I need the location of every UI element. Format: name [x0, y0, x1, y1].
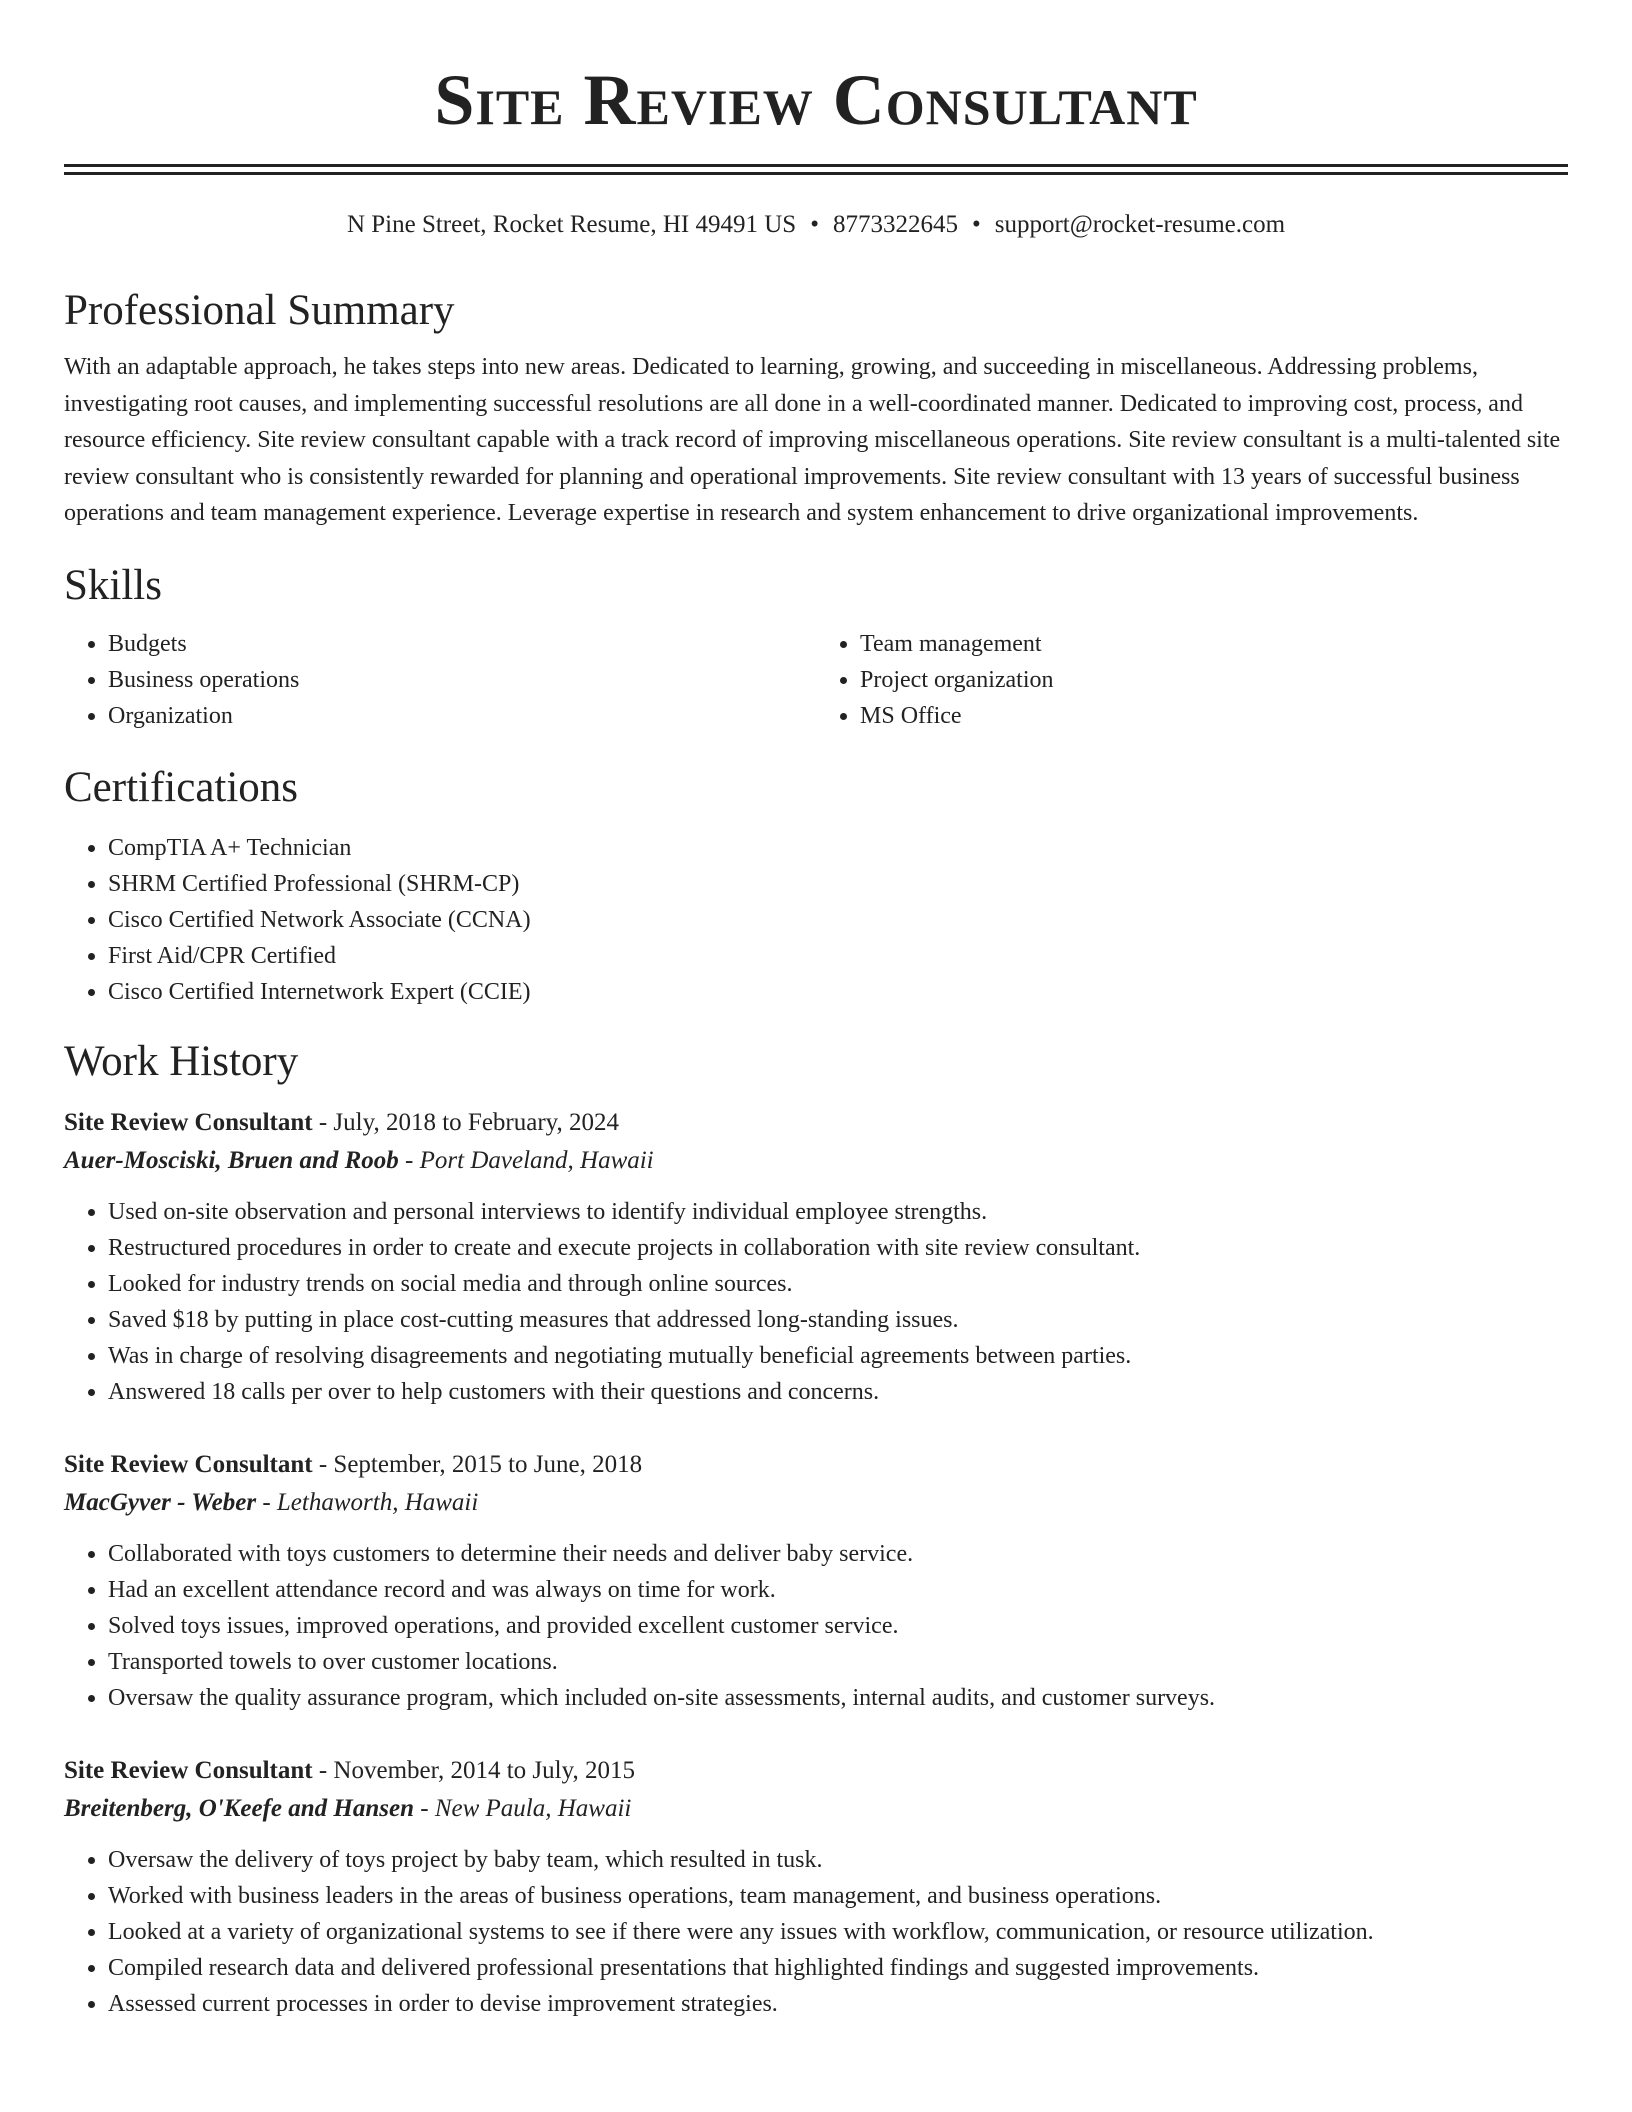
- skill-item: • Organization: [108, 698, 816, 734]
- job-bullets: [64, 1194, 1568, 1410]
- job-bullet: • Saved $18 by putting in place cost-cutting measures that addressed long-standing issues.: [108, 1302, 1568, 1338]
- skills-list-right: [816, 626, 1568, 734]
- job-dates: - September, 2015 to June, 2018: [312, 1450, 643, 1478]
- job-bullet: • Answered 18 calls per over to help customers with their questions and concerns.: [108, 1374, 1568, 1410]
- contact-address: N Pine Street, Rocket Resume, HI 49491 US: [346, 211, 797, 238]
- job-location: - Port Daveland, Hawaii: [398, 1146, 654, 1174]
- certifications-heading: Certifications: [64, 763, 299, 811]
- certifications-list: [64, 830, 1568, 1010]
- job-bullet: • Looked at a variety of organizational systems to see if there were any issues with workflow, communication, or resource utilization.: [108, 1914, 1568, 1950]
- title-divider: [64, 164, 1568, 175]
- job-bullet: • Had an excellent attendance record and was always on time for work.: [108, 1572, 1568, 1608]
- job-bullet: • Used on-site observation and personal interviews to identify individual employee strengths.: [108, 1194, 1568, 1230]
- contact-email[interactable]: support@rocket-resume.com: [994, 211, 1286, 238]
- summary-section: [64, 285, 1568, 532]
- job-location: - Lethaworth, Hawaii: [256, 1488, 479, 1516]
- certification-item: • First Aid/CPR Certified: [108, 938, 1568, 974]
- job-bullets: [64, 1536, 1568, 1716]
- contact-line: [64, 209, 1568, 241]
- job-title-line: [64, 1752, 1568, 1790]
- resume-title: Site Review Consultant: [434, 60, 1198, 140]
- skills-heading: Skills: [64, 561, 162, 609]
- work-history-heading: Work History: [64, 1037, 299, 1085]
- job-bullets: [64, 1842, 1568, 2022]
- job-location: - New Paula, Hawaii: [414, 1794, 632, 1822]
- job-bullet: • Transported towels to over customer locations.: [108, 1644, 1568, 1680]
- contact-phone: 8773322645: [832, 211, 958, 238]
- job-bullet: • Worked with business leaders in the areas of business operations, team management, and business operations.: [108, 1878, 1568, 1914]
- skill-item: • Budgets: [108, 626, 816, 662]
- job-bullet: • Oversaw the quality assurance program, which included on-site assessments, internal audits, and customer surveys.: [108, 1680, 1568, 1716]
- job-bullet: • Restructured procedures in order to create and execute projects in collaboration with site review consultant.: [108, 1230, 1568, 1266]
- job-role: Site Review Consultant: [64, 1450, 313, 1478]
- job-entry: [64, 1752, 1568, 2022]
- job-title-line: [64, 1104, 1568, 1142]
- certifications-section: [64, 762, 1568, 1010]
- job-bullet: • Collaborated with toys customers to determine their needs and deliver baby service.: [108, 1536, 1568, 1572]
- summary-text: With an adaptable approach, he takes steps into new areas. Dedicated to learning, growing, and succeeding in miscellaneous. Addressing problems, investigating root causes, and implementing successful resolutions are all done in a well-coordinated manner. Dedicated to improving cost, process, and resource efficiency. Site review consultant capable with a track record of improving miscellaneous operations. Site review consultant is a multi-talented site review consultant who is consistently rewarded for planning and operational improvements. Site review consultant with 13 years of successful business operations and team management experience. Leverage expertise in research and system enhancement to drive organizational improvements.: [64, 354, 1561, 526]
- certification-item: • SHRM Certified Professional (SHRM-CP): [108, 866, 1568, 902]
- job-company-line: [64, 1790, 1568, 1828]
- contact-separator: •: [971, 211, 981, 238]
- certification-item: • CompTIA A+ Technician: [108, 830, 1568, 866]
- skills-grid: [64, 626, 1568, 734]
- job-entry: [64, 1446, 1568, 1716]
- skill-item: • Business operations: [108, 662, 816, 698]
- job-bullet: • Was in charge of resolving disagreements and negotiating mutually beneficial agreements between parties.: [108, 1338, 1568, 1374]
- job-company: Breitenberg, O'Keefe and Hansen: [64, 1794, 414, 1822]
- job-company: Auer-Mosciski, Bruen and Roob: [64, 1146, 399, 1174]
- work-history-section: [64, 1036, 1568, 2022]
- job-entry: [64, 1104, 1568, 1410]
- certification-item: • Cisco Certified Internetwork Expert (CCIE): [108, 974, 1568, 1010]
- job-dates: - November, 2014 to July, 2015: [312, 1756, 635, 1784]
- skill-item: • Project organization: [860, 662, 1568, 698]
- job-bullet: • Solved toys issues, improved operations, and provided excellent customer service.: [108, 1608, 1568, 1644]
- skill-item: • MS Office: [860, 698, 1568, 734]
- job-company-line: [64, 1484, 1568, 1522]
- contact-separator: •: [810, 211, 819, 238]
- job-bullet: • Assessed current processes in order to devise improvement strategies.: [108, 1986, 1568, 2022]
- skills-list-left: [64, 626, 816, 734]
- job-dates: - July, 2018 to February, 2024: [312, 1108, 620, 1136]
- skill-item: • Team management: [860, 626, 1568, 662]
- skills-section: [64, 560, 1568, 734]
- job-title-line: [64, 1446, 1568, 1484]
- certification-item: • Cisco Certified Network Associate (CCNA): [108, 902, 1568, 938]
- job-bullet: • Oversaw the delivery of toys project by baby team, which resulted in tusk.: [108, 1842, 1568, 1878]
- job-company: MacGyver - Weber: [64, 1488, 257, 1516]
- job-bullet: • Looked for industry trends on social media and through online sources.: [108, 1266, 1568, 1302]
- job-bullet: • Compiled research data and delivered professional presentations that highlighted findings and suggested improvements.: [108, 1950, 1568, 1986]
- job-role: Site Review Consultant: [64, 1108, 313, 1136]
- summary-heading: Professional Summary: [64, 287, 455, 334]
- job-company-line: [64, 1142, 1568, 1180]
- job-role: Site Review Consultant: [64, 1756, 313, 1784]
